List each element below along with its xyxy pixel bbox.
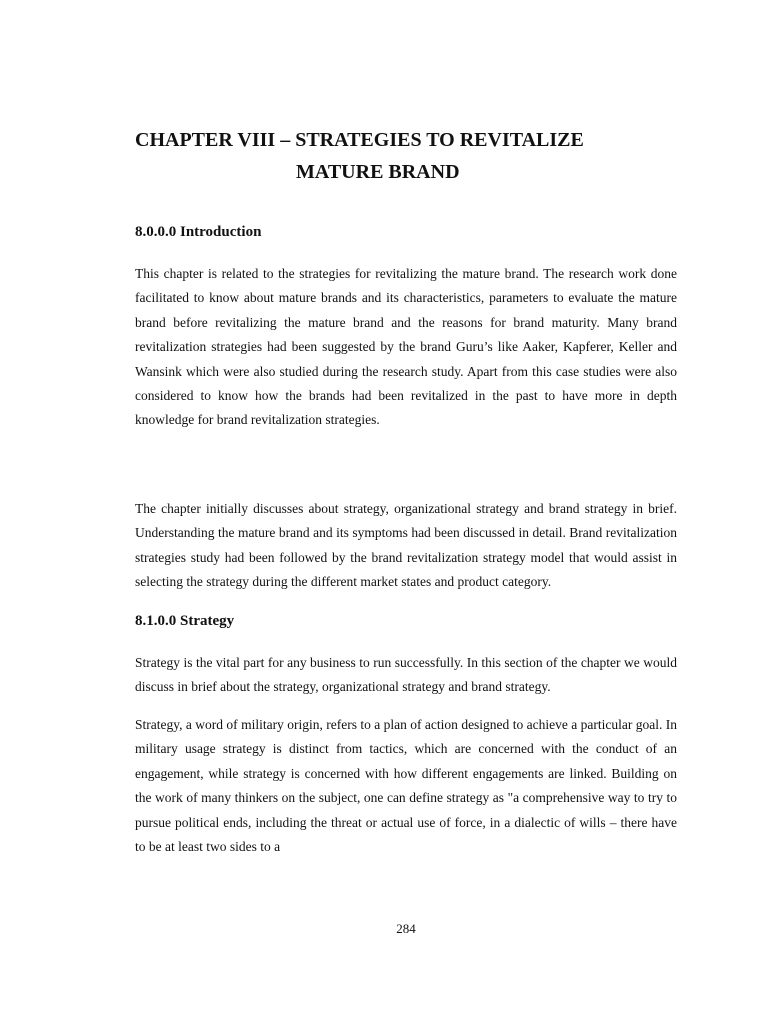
paragraph-strategy-2: Strategy, a word of military origin, refers to a plan of action designed to achieve a particular goal. In military usage strategy is distinct from tactics, which are concerned with the conduct of an engagement, while strategy is concerned with how different engagements are linked. Building on the work of many thinkers on the subject, one can define strategy as "a comprehensive way to try to pursue political ends, including the threat or actual use of force, in a dialectic of wills – there have to be at least two sides to a [135, 717, 677, 855]
paragraph-introduction-1: This chapter is related to the strategies for revitalizing the mature brand. The research work done facilitated to know about mature brands and its characteristics, parameters to evaluate the mature brand before revitalizing the mature brand and the reasons for brand maturity. Many brand revitalization strategies had been suggested by the brand Guru’s like Aaker, Kapferer, Keller and Wansink which were also studied during the research study. Apart from this case studies were also considered to know how the brands had been revitalized in the past to have more in depth knowledge for brand revitalization strategies. [135, 266, 677, 428]
paragraph-strategy-1: Strategy is the vital part for any business to run successfully. In this section of the chapter we would discuss in brief about the strategy, organizational strategy and brand strategy. [135, 655, 677, 695]
chapter-title-line-2: MATURE BRAND [296, 161, 460, 183]
section-heading-strategy: 8.1.0.0 Strategy [135, 613, 235, 629]
chapter-title-line-1: CHAPTER VIII – STRATEGIES TO REVITALIZE [135, 129, 584, 151]
section-heading-introduction: 8.0.0.0 Introduction [135, 224, 262, 240]
paragraph-introduction-2: The chapter initially discusses about strategy, organizational strategy and brand strategy in brief. Understanding the mature brand and its symptoms had been discussed in detail. Brand revitalization strategies study had been followed by the brand revitalization strategy model that would assist in selecting the strategy during the different market states and product category. [135, 501, 677, 590]
page-number: 284 [396, 921, 416, 936]
